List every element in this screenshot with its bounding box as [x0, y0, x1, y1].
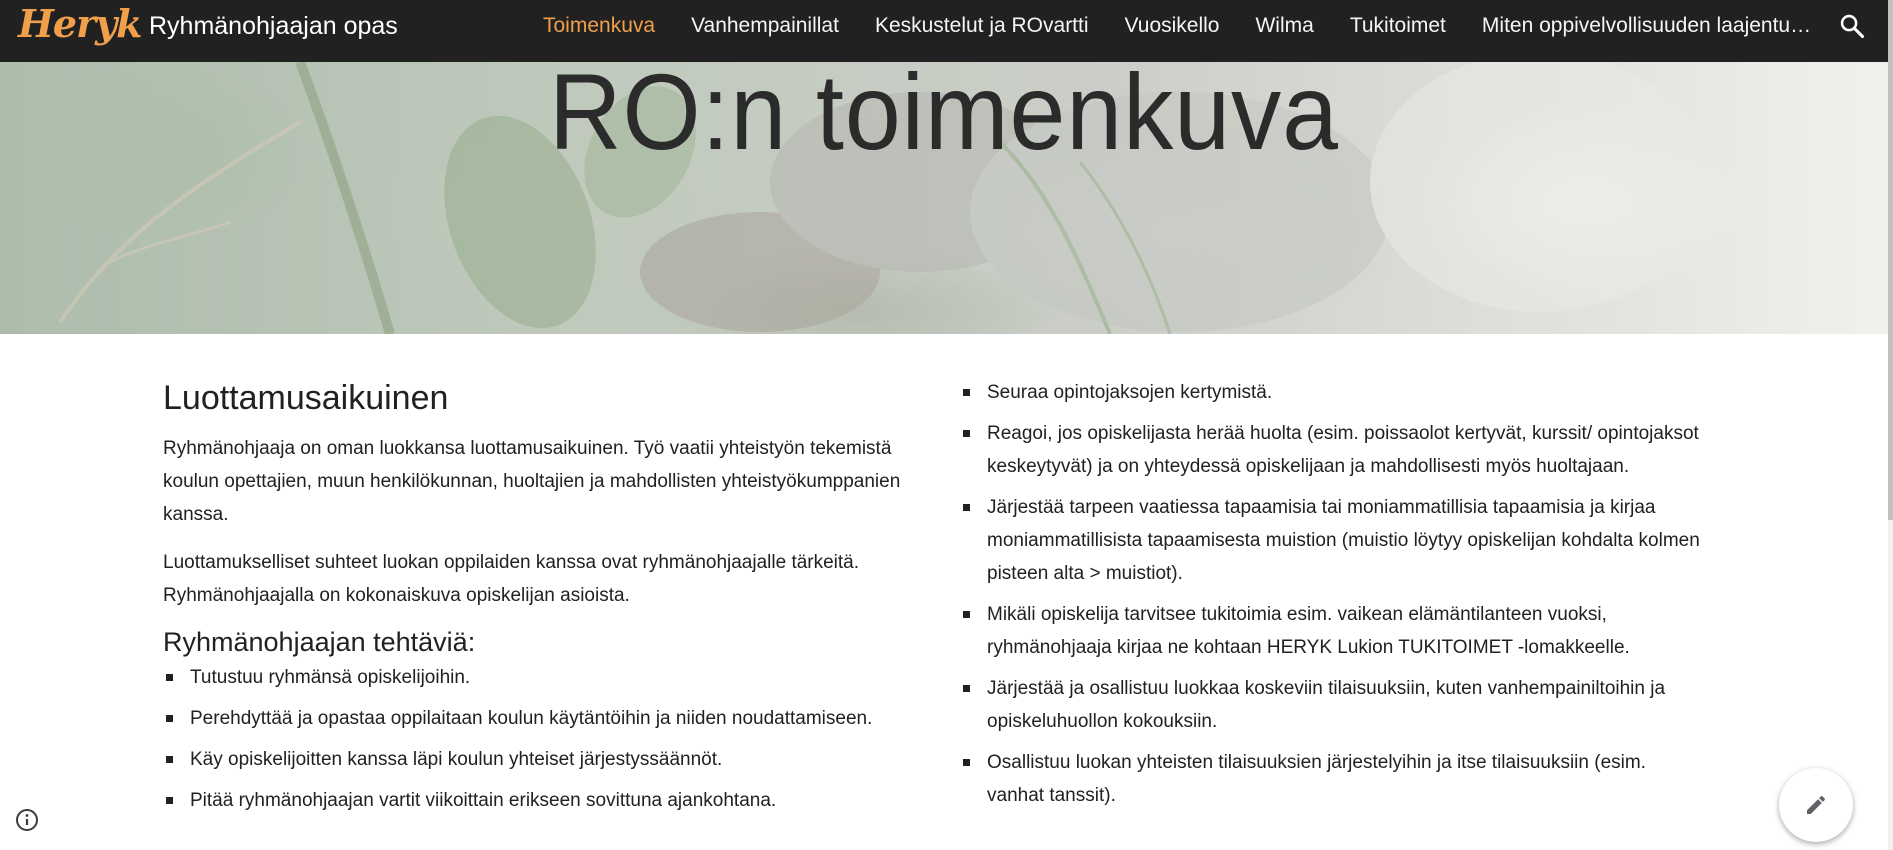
bullet-icon	[166, 756, 173, 763]
list-item-text: Käy opiskelijoitten kanssa läpi koulun yhteiset järjestyssäännöt.	[190, 749, 723, 770]
bullet-icon	[963, 430, 970, 437]
list-item	[960, 376, 1700, 409]
nav-item-vanhempainillat[interactable]: Vanhempainillat	[691, 14, 839, 37]
task-list	[960, 376, 1700, 812]
bullet-icon	[166, 674, 173, 681]
pencil-icon	[1804, 793, 1828, 817]
nav-item-wilma[interactable]: Wilma	[1255, 14, 1314, 37]
list-item-text: Tutustuu ryhmänsä opiskelijoihin.	[190, 667, 471, 688]
edit-button[interactable]	[1779, 768, 1853, 842]
nav-item-keskustelut[interactable]: Keskustelut ja ROvartti	[874, 14, 1089, 37]
list-item	[163, 702, 903, 735]
right-column	[960, 376, 1700, 812]
search-icon[interactable]	[1838, 12, 1866, 40]
list-item	[960, 672, 1700, 738]
list-item-text: Seuraa opintojaksojen kertymistä.	[987, 382, 1273, 403]
bullet-icon	[963, 389, 970, 396]
list-item-text: Mikäli opiskelija tarvitsee tukitoimia esim. vaikean elämäntilanteen vuoksi, ryhmänohjaaja kirjaa ne kohtaan HERYK Lukion TUKITOIMET -lomakkeelle.	[987, 604, 1630, 658]
site-logo[interactable]: Heryk	[18, 1, 142, 46]
left-column	[163, 376, 903, 817]
list-item	[960, 417, 1700, 483]
nav-item-toimenkuva[interactable]: Toimenkuva	[543, 14, 656, 37]
list-item	[163, 784, 903, 817]
list-item-text: Osallistuu luokan yhteisten tilaisuuksien järjestelyihin ja itse tilaisuuksiin (esim. vanhat tanssit).	[987, 752, 1646, 806]
nav-item-tukitoimet[interactable]: Tukitoimet	[1349, 14, 1446, 37]
nav-item-oppivelvollisuus[interactable]: Miten oppivelvollisuuden laajentu…	[1481, 14, 1812, 37]
list-item	[960, 491, 1700, 590]
list-item-text: Järjestää tarpeen vaatiessa tapaamisia tai moniammatillisia tapaamisia ja kirjaa moniammatillisista tapaamisesta muistion (muistio löytyy opiskelijan kohdalta kolmen pisteen alta > muistiot).	[987, 497, 1700, 584]
list-item-text: Järjestää ja osallistuu luokkaa koskeviin tilaisuuksiin, kuten vanhempainiltoihin ja opiskeluhuollon kokouksiin.	[987, 678, 1666, 732]
task-list	[163, 661, 903, 817]
list-item-text: Perehdyttää ja opastaa oppilaitaan koulun käytäntöihin ja niiden noudattamiseen.	[190, 708, 873, 729]
bullet-icon	[963, 759, 970, 766]
sub-heading: Ryhmänohjaajan tehtäviä:	[163, 627, 476, 657]
list-item	[163, 661, 903, 694]
nav-item-vuosikello[interactable]: Vuosikello	[1124, 14, 1220, 37]
top-navigation-bar	[0, 0, 1888, 62]
section-heading: Luottamusaikuinen	[163, 379, 449, 417]
list-item-text: Pitää ryhmänohjaajan vartit viikoittain erikseen sovittuna ajankohtana.	[190, 790, 777, 811]
paragraph: Ryhmänohjaaja on oman luokkansa luottamusaikuinen. Työ vaatii yhteistyön tekemistä koulun opettajien, muun henkilökunnan, huoltajien ja mahdollisten yhteistyökumppanien kanssa.	[163, 438, 901, 525]
list-item	[960, 746, 1700, 812]
main-nav	[543, 0, 1811, 52]
bullet-icon	[963, 611, 970, 618]
bullet-icon	[963, 685, 970, 692]
list-item-text: Reagoi, jos opiskelijasta herää huolta (esim. poissaolot kertyvät, kurssit/ opintojaksot keskeytyvät) ja on yhteydessä opiskelijaan ja mahdollisesti myös huoltajaan.	[987, 423, 1699, 477]
paragraph: Luottamukselliset suhteet luokan oppilaiden kanssa ovat ryhmänohjaajalle tärkeitä. Ryhmänohjaajalla on kokonaiskuva opiskelijan asioista.	[163, 552, 860, 606]
bullet-icon	[166, 715, 173, 722]
page-title: RO:n toimenkuva	[549, 62, 1339, 172]
bullet-icon	[963, 504, 970, 511]
scrollbar-thumb[interactable]	[1888, 0, 1893, 520]
info-icon[interactable]	[15, 808, 39, 832]
list-item	[163, 743, 903, 776]
bullet-icon	[166, 797, 173, 804]
site-title[interactable]: Ryhmänohjaajan opas	[149, 12, 398, 40]
hero-banner	[0, 62, 1888, 334]
list-item	[960, 598, 1700, 664]
